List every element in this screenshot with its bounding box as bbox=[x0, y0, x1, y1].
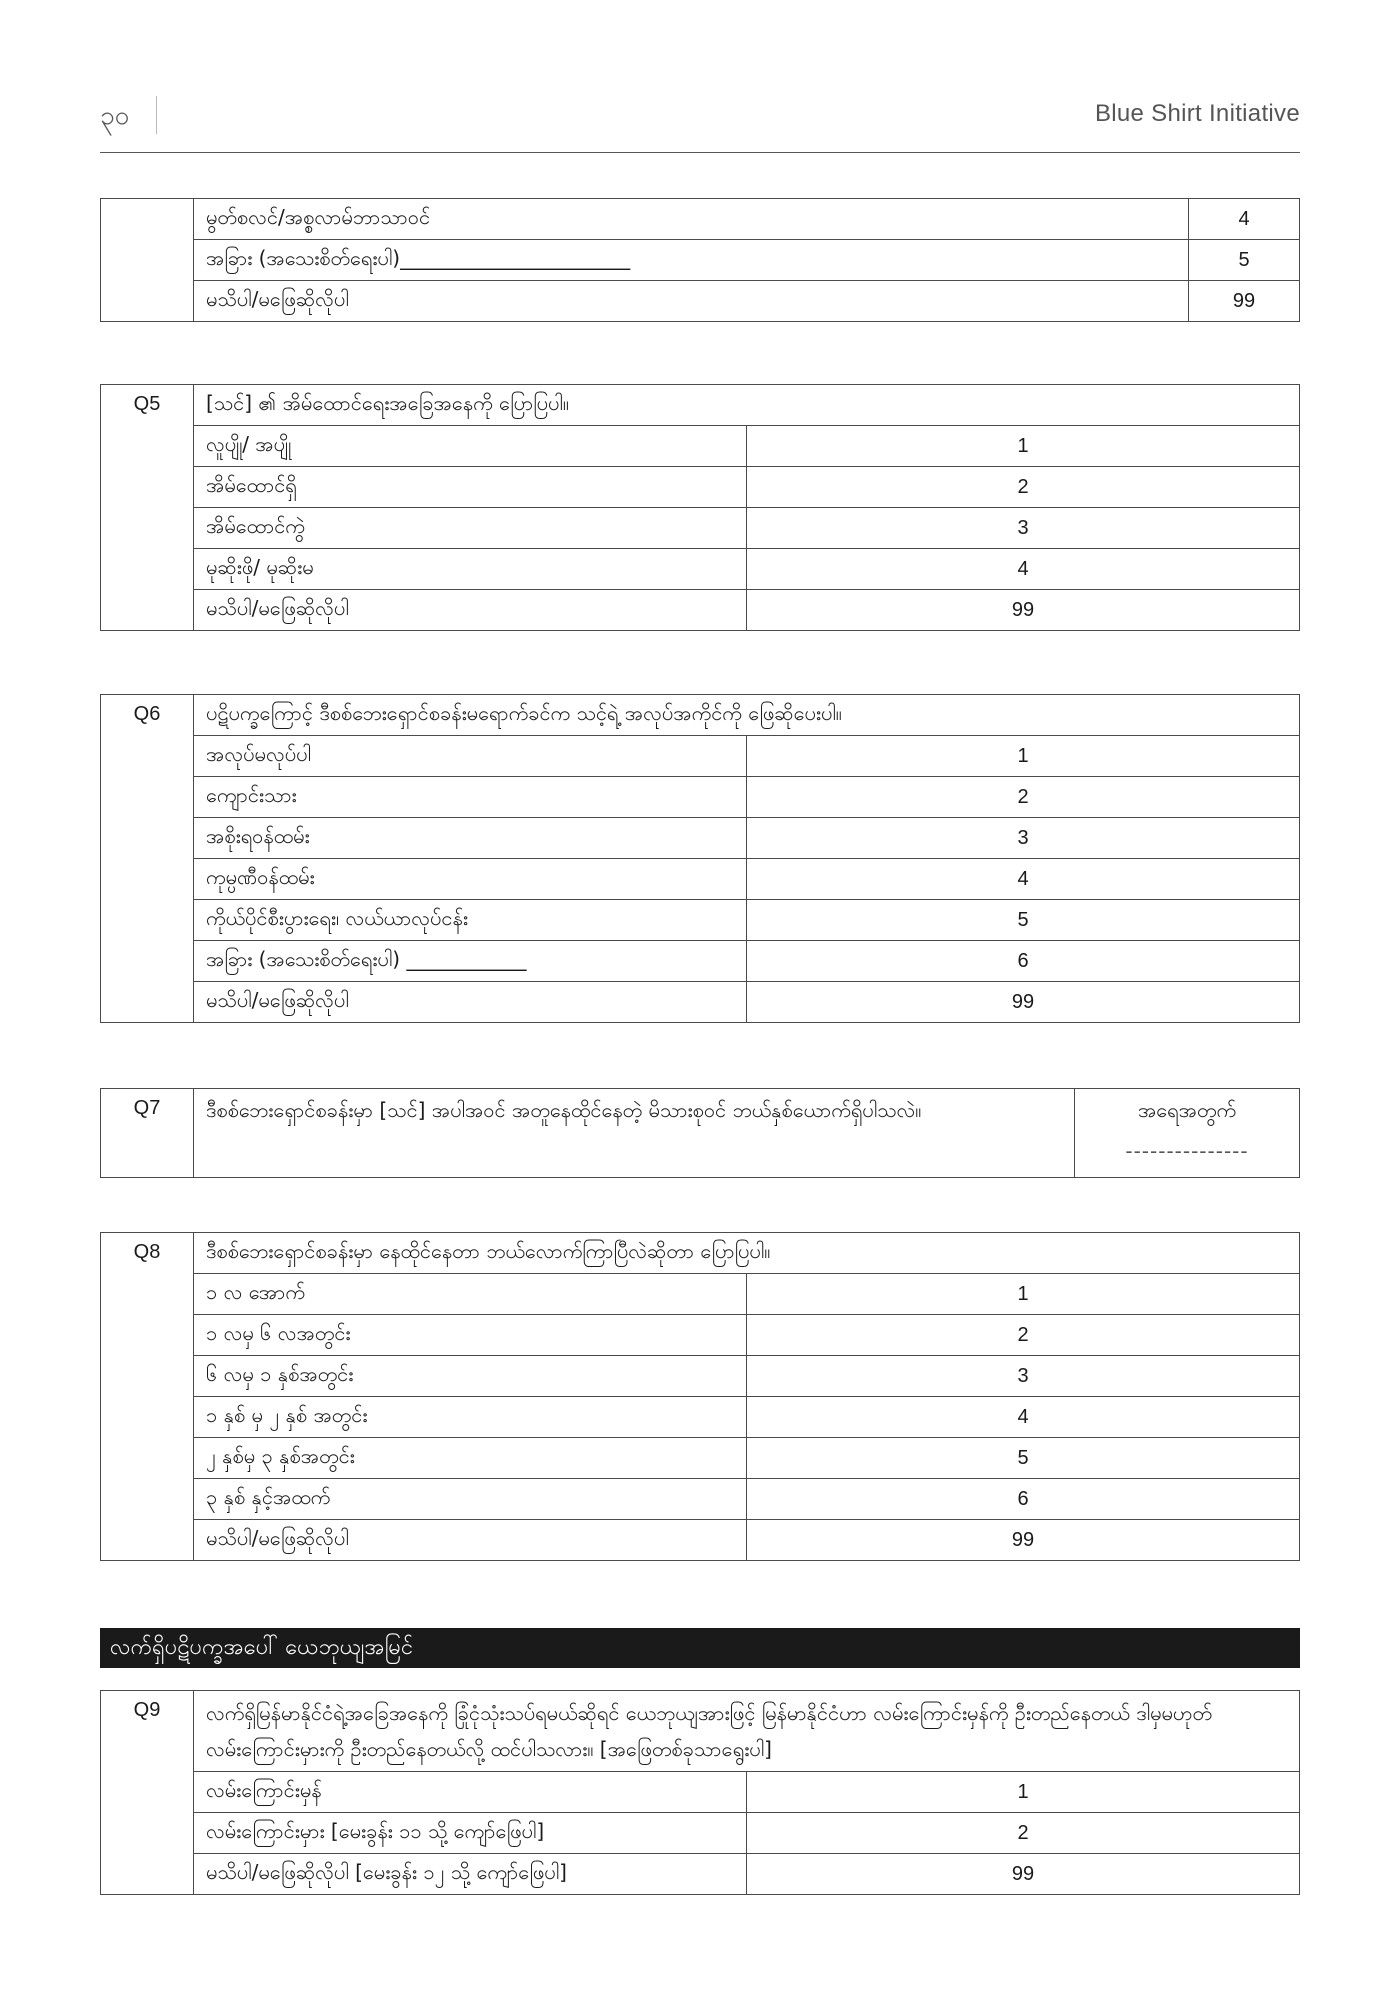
question-row bbox=[101, 385, 1300, 426]
question-id: Q6 bbox=[101, 695, 194, 1023]
option-code: 6 bbox=[747, 941, 1300, 982]
option-label: အစိုးရဝန်ထမ်း bbox=[194, 818, 747, 859]
table-row bbox=[101, 859, 1300, 900]
option-label: အလုပ်မလုပ်ပါ bbox=[194, 736, 747, 777]
table-row bbox=[101, 818, 1300, 859]
question-text: [သင်] ၏ အိမ်ထောင်ရေးအခြေအနေကို ပြောပြပါ။ bbox=[194, 385, 1300, 426]
option-code: 99 bbox=[747, 1854, 1300, 1895]
header-divider bbox=[156, 96, 157, 134]
option-code: 2 bbox=[747, 1813, 1300, 1854]
table-row bbox=[101, 199, 1300, 240]
option-code: 2 bbox=[747, 467, 1300, 508]
header-title: Blue Shirt Initiative bbox=[1094, 100, 1300, 127]
q7-table bbox=[100, 1088, 1300, 1178]
section-heading: လက်ရှိပဋိပက္ခအပေါ် ယေဘုယျအမြင် bbox=[100, 1628, 1300, 1668]
option-label: ၁ လ အောက် bbox=[194, 1274, 747, 1315]
option-label: အခြား (အသေးစိတ်ရေးပါ)_______________________ bbox=[194, 240, 1189, 281]
table-row bbox=[101, 1274, 1300, 1315]
option-code: 4 bbox=[747, 549, 1300, 590]
table-row bbox=[101, 240, 1300, 281]
option-label: ၆ လမှ ၁ နှစ်အတွင်း bbox=[194, 1356, 747, 1397]
q6-table bbox=[100, 694, 1300, 1023]
table-row bbox=[101, 736, 1300, 777]
question-id: Q8 bbox=[101, 1233, 194, 1561]
option-code: 2 bbox=[747, 777, 1300, 818]
option-label: ကျောင်းသား bbox=[194, 777, 747, 818]
question-text: ပဋိပက္ခကြောင့် ဒီစစ်ဘေးရှောင်စခန်းမရောက်ခင်က သင့်ရဲ့ အလုပ်အကိုင်ကို ဖြေဆိုပေးပါ။ bbox=[194, 695, 1300, 736]
count-label: အရေအတွက် bbox=[1137, 1098, 1237, 1122]
table-row bbox=[101, 941, 1300, 982]
option-label: လမ်းကြောင်းမှန် bbox=[194, 1772, 747, 1813]
option-code: 4 bbox=[1189, 199, 1300, 240]
question-text: လက်ရှိမြန်မာနိုင်ငံရဲ့အခြေအနေကို ခြုံငုံသုံးသပ်ရမယ်ဆိုရင် ယေဘုယျအားဖြင့် မြန်မာနိုင်ငံဟာ လမ်းကြောင်းမှန်ကို ဦးတည်နေတယ် ဒါမှမဟုတ် လမ်းကြောင်းမှားကို ဦးတည်နေတယ်လို့ ထင်ပါသလား။ [အဖြေတစ်ခုသာရွေးပါ] bbox=[194, 1691, 1300, 1772]
table-row bbox=[101, 1772, 1300, 1813]
table-row bbox=[101, 1854, 1300, 1895]
option-label: ကိုယ်ပိုင်စီးပွားရေး၊ လယ်ယာလုပ်ငန်း bbox=[194, 900, 747, 941]
q4-continued-table bbox=[100, 198, 1300, 322]
question-id: Q7 bbox=[101, 1089, 194, 1178]
option-label: အခြား (အသေးစိတ်ရေးပါ) ____________ bbox=[194, 941, 747, 982]
option-code: 1 bbox=[747, 1274, 1300, 1315]
option-code: 3 bbox=[747, 508, 1300, 549]
option-label: မသိပါ/မဖြေဆိုလိုပါ bbox=[194, 281, 1189, 322]
option-code: 99 bbox=[1189, 281, 1300, 322]
option-code: 2 bbox=[747, 1315, 1300, 1356]
option-label: ၂ နှစ်မှ ၃ နှစ်အတွင်း bbox=[194, 1438, 747, 1479]
q8-table bbox=[100, 1232, 1300, 1561]
page-header bbox=[100, 90, 1300, 153]
question-row bbox=[101, 1089, 1300, 1178]
table-row bbox=[101, 467, 1300, 508]
table-row bbox=[101, 1479, 1300, 1520]
option-code: 5 bbox=[747, 1438, 1300, 1479]
option-label: မသိပါ/မဖြေဆိုလိုပါ bbox=[194, 982, 747, 1023]
table-row bbox=[101, 1520, 1300, 1561]
option-label: ၁ လမှ ၆ လအတွင်း bbox=[194, 1315, 747, 1356]
q5-table bbox=[100, 384, 1300, 631]
question-id-cell bbox=[101, 199, 194, 322]
option-code: 99 bbox=[747, 982, 1300, 1023]
option-label: မသိပါ/မဖြေဆိုလိုပါ [မေးခွန်း ၁၂ သို့ ကျော်ဖြေပါ] bbox=[194, 1854, 747, 1895]
option-label: မသိပါ/မဖြေဆိုလိုပါ bbox=[194, 1520, 747, 1561]
table-row bbox=[101, 777, 1300, 818]
table-row bbox=[101, 426, 1300, 467]
question-row bbox=[101, 1691, 1300, 1772]
question-row bbox=[101, 695, 1300, 736]
question-text: ဒီစစ်ဘေးရှောင်စခန်းမှာ နေထိုင်နေတာ ဘယ်လောက်ကြာပြီလဲဆိုတာ ပြောပြပါ။ bbox=[194, 1233, 1300, 1274]
option-code: 4 bbox=[747, 1397, 1300, 1438]
question-row bbox=[101, 1233, 1300, 1274]
option-code: 6 bbox=[747, 1479, 1300, 1520]
option-label: အိမ်ထောင်ကွဲ bbox=[194, 508, 747, 549]
question-text: ဒီစစ်ဘေးရှောင်စခန်းမှာ [သင်] အပါအဝင် အတူနေထိုင်နေတဲ့ မိသားစုဝင် ဘယ်နှစ်ယောက်ရှိပါသလဲ။ bbox=[194, 1089, 1075, 1178]
option-label: မုဆိုးဖို/ မုဆိုးမ bbox=[194, 549, 747, 590]
q9-table bbox=[100, 1690, 1300, 1895]
question-id: Q5 bbox=[101, 385, 194, 631]
option-code: 1 bbox=[747, 1772, 1300, 1813]
option-label: ၃ နှစ် နှင့်အထက် bbox=[194, 1479, 747, 1520]
question-id: Q9 bbox=[101, 1691, 194, 1895]
table-row bbox=[101, 982, 1300, 1023]
count-cell bbox=[1075, 1089, 1300, 1178]
option-code: 1 bbox=[747, 426, 1300, 467]
option-code: 3 bbox=[747, 818, 1300, 859]
option-label: လူပျို/ အပျို bbox=[194, 426, 747, 467]
page-number: ၃၀ bbox=[100, 101, 130, 131]
option-code: 5 bbox=[1189, 240, 1300, 281]
table-row bbox=[101, 549, 1300, 590]
table-row bbox=[101, 900, 1300, 941]
option-code: 4 bbox=[747, 859, 1300, 900]
option-code: 5 bbox=[747, 900, 1300, 941]
option-label: မသိပါ/မဖြေဆိုလိုပါ bbox=[194, 590, 747, 631]
count-blank-field: --------------- bbox=[1125, 1139, 1249, 1163]
option-label: မွတ်စလင်/အစ္စလာမ်ဘာသာဝင် bbox=[194, 199, 1189, 240]
table-row bbox=[101, 1813, 1300, 1854]
option-label: ၁ နှစ် မှ ၂ နှစ် အတွင်း bbox=[194, 1397, 747, 1438]
option-code: 99 bbox=[747, 1520, 1300, 1561]
option-label: အိမ်ထောင်ရှိ bbox=[194, 467, 747, 508]
table-row bbox=[101, 508, 1300, 549]
option-label: လမ်းကြောင်းမှား [မေးခွန်း ၁၁ သို့ ကျော်ဖြေပါ] bbox=[194, 1813, 747, 1854]
table-row bbox=[101, 1315, 1300, 1356]
option-code: 3 bbox=[747, 1356, 1300, 1397]
table-row bbox=[101, 1438, 1300, 1479]
option-code: 1 bbox=[747, 736, 1300, 777]
table-row bbox=[101, 1397, 1300, 1438]
table-row bbox=[101, 590, 1300, 631]
table-row bbox=[101, 1356, 1300, 1397]
option-label: ကုမ္ပဏီဝန်ထမ်း bbox=[194, 859, 747, 900]
option-code: 99 bbox=[747, 590, 1300, 631]
table-row bbox=[101, 281, 1300, 322]
